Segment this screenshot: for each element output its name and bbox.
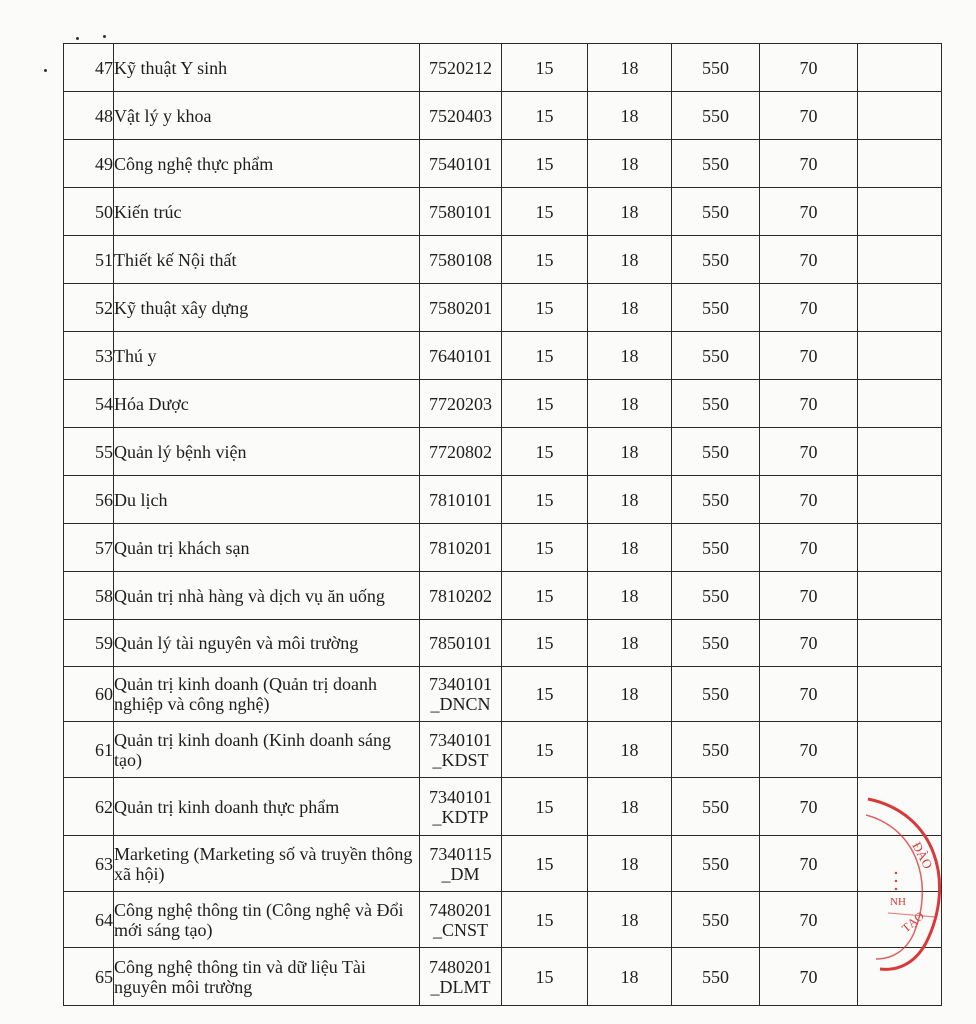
major-name: Quản trị khách sạn — [114, 524, 420, 572]
major-code: 7810101 — [420, 476, 502, 524]
score-col-3: 550 — [672, 140, 760, 188]
score-col-1: 15 — [502, 92, 588, 140]
score-col-1: 15 — [502, 188, 588, 236]
score-col-4: 70 — [760, 667, 858, 722]
score-col-4: 70 — [760, 188, 858, 236]
note-cell — [858, 44, 942, 92]
table-row — [64, 380, 942, 428]
note-cell — [858, 476, 942, 524]
score-col-1: 15 — [502, 778, 588, 836]
major-code: 7810201 — [420, 524, 502, 572]
score-col-1: 15 — [502, 428, 588, 476]
major-name: Quản lý tài nguyên và môi trường — [114, 620, 420, 667]
major-name: Quản trị nhà hàng và dịch vụ ăn uống — [114, 572, 420, 620]
row-number: 49 — [64, 140, 114, 188]
score-col-3: 550 — [672, 722, 760, 778]
score-col-4: 70 — [760, 476, 858, 524]
score-col-1: 15 — [502, 948, 588, 1006]
score-col-3: 550 — [672, 428, 760, 476]
scan-speck — [76, 37, 79, 40]
score-col-4: 70 — [760, 524, 858, 572]
score-col-2: 18 — [588, 524, 672, 572]
score-col-4: 70 — [760, 236, 858, 284]
row-number: 53 — [64, 332, 114, 380]
stamp-inner-ring — [866, 815, 922, 959]
note-cell — [858, 380, 942, 428]
major-code: 7340115 _DM — [420, 836, 502, 892]
row-number: 50 — [64, 188, 114, 236]
score-col-1: 15 — [502, 667, 588, 722]
score-col-3: 550 — [672, 188, 760, 236]
major-code: 7720203 — [420, 380, 502, 428]
table-row — [64, 722, 942, 778]
score-col-2: 18 — [588, 140, 672, 188]
major-name: Du lịch — [114, 476, 420, 524]
score-col-4: 70 — [760, 332, 858, 380]
major-code: 7480201 _DLMT — [420, 948, 502, 1006]
major-code: 7480201 _CNST — [420, 892, 502, 948]
note-cell — [858, 572, 942, 620]
major-name: Kiến trúc — [114, 188, 420, 236]
row-number: 47 — [64, 44, 114, 92]
table-row — [64, 188, 942, 236]
score-col-4: 70 — [760, 572, 858, 620]
major-name: Quản trị kinh doanh (Quản trị doanh nghiệp và công nghệ) — [114, 667, 420, 722]
note-cell — [858, 92, 942, 140]
score-col-1: 15 — [502, 722, 588, 778]
score-col-3: 550 — [672, 524, 760, 572]
score-col-2: 18 — [588, 236, 672, 284]
major-code: 7580108 — [420, 236, 502, 284]
row-number: 65 — [64, 948, 114, 1006]
row-number: 57 — [64, 524, 114, 572]
score-col-1: 15 — [502, 380, 588, 428]
major-code: 7340101 _KDTP — [420, 778, 502, 836]
row-number: 51 — [64, 236, 114, 284]
note-cell — [858, 667, 942, 722]
score-col-3: 550 — [672, 44, 760, 92]
scan-speck — [44, 69, 47, 72]
score-col-2: 18 — [588, 92, 672, 140]
row-number: 61 — [64, 722, 114, 778]
note-cell — [858, 722, 942, 778]
table-row — [64, 836, 942, 892]
score-col-2: 18 — [588, 188, 672, 236]
row-number: 55 — [64, 428, 114, 476]
score-col-4: 70 — [760, 722, 858, 778]
score-col-3: 550 — [672, 236, 760, 284]
table-row — [64, 667, 942, 722]
table-row — [64, 284, 942, 332]
score-col-2: 18 — [588, 428, 672, 476]
row-number: 48 — [64, 92, 114, 140]
score-col-2: 18 — [588, 892, 672, 948]
major-code: 7520212 — [420, 44, 502, 92]
note-cell — [858, 620, 942, 667]
table-row — [64, 572, 942, 620]
score-col-1: 15 — [502, 236, 588, 284]
score-col-2: 18 — [588, 722, 672, 778]
stamp-text-fragment: ĐÀO — [909, 839, 936, 872]
row-number: 64 — [64, 892, 114, 948]
score-col-3: 550 — [672, 284, 760, 332]
score-col-3: 550 — [672, 572, 760, 620]
major-name: Kỹ thuật Y sinh — [114, 44, 420, 92]
major-code: 7850101 — [420, 620, 502, 667]
score-col-3: 550 — [672, 836, 760, 892]
score-col-4: 70 — [760, 948, 858, 1006]
admission-table — [63, 43, 942, 1006]
major-code: 7580101 — [420, 188, 502, 236]
score-col-2: 18 — [588, 476, 672, 524]
score-col-2: 18 — [588, 284, 672, 332]
stamp-outer-ring — [868, 799, 940, 969]
note-cell — [858, 188, 942, 236]
score-col-2: 18 — [588, 667, 672, 722]
table-row — [64, 778, 942, 836]
row-number: 62 — [64, 778, 114, 836]
table-row — [64, 44, 942, 92]
major-name: Công nghệ thực phẩm — [114, 140, 420, 188]
note-cell — [858, 524, 942, 572]
score-col-3: 550 — [672, 380, 760, 428]
score-col-2: 18 — [588, 948, 672, 1006]
score-col-1: 15 — [502, 620, 588, 667]
table-row — [64, 524, 942, 572]
score-col-3: 550 — [672, 667, 760, 722]
score-col-4: 70 — [760, 836, 858, 892]
note-cell — [858, 428, 942, 476]
table-row — [64, 140, 942, 188]
major-code: 7640101 — [420, 332, 502, 380]
major-code: 7810202 — [420, 572, 502, 620]
score-col-4: 70 — [760, 428, 858, 476]
score-col-2: 18 — [588, 620, 672, 667]
score-col-2: 18 — [588, 572, 672, 620]
score-col-1: 15 — [502, 524, 588, 572]
score-col-4: 70 — [760, 140, 858, 188]
row-number: 56 — [64, 476, 114, 524]
score-col-3: 550 — [672, 476, 760, 524]
scan-speck — [103, 35, 106, 38]
major-name: Thú y — [114, 332, 420, 380]
score-col-2: 18 — [588, 380, 672, 428]
table-row — [64, 892, 942, 948]
note-cell — [858, 236, 942, 284]
score-col-1: 15 — [502, 284, 588, 332]
major-name: Thiết kế Nội thất — [114, 236, 420, 284]
score-col-4: 70 — [760, 892, 858, 948]
table-row — [64, 92, 942, 140]
score-col-2: 18 — [588, 836, 672, 892]
major-name: Quản lý bệnh viện — [114, 428, 420, 476]
major-name: Quản trị kinh doanh thực phẩm — [114, 778, 420, 836]
major-code: 7340101 _KDST — [420, 722, 502, 778]
score-col-1: 15 — [502, 892, 588, 948]
row-number: 59 — [64, 620, 114, 667]
score-col-3: 550 — [672, 332, 760, 380]
score-col-4: 70 — [760, 284, 858, 332]
score-col-3: 550 — [672, 948, 760, 1006]
major-code: 7720802 — [420, 428, 502, 476]
table-row — [64, 332, 942, 380]
major-name: Hóa Dược — [114, 380, 420, 428]
table-row — [64, 948, 942, 1006]
table-row — [64, 476, 942, 524]
table-body — [64, 44, 942, 1006]
row-number: 60 — [64, 667, 114, 722]
score-col-1: 15 — [502, 836, 588, 892]
score-col-3: 550 — [672, 92, 760, 140]
red-seal-stamp — [866, 793, 952, 973]
table-row — [64, 428, 942, 476]
major-code: 7340101 _DNCN — [420, 667, 502, 722]
stamp-text-fragment: NH — [890, 896, 906, 908]
major-name: Công nghệ thông tin (Công nghệ và Đổi mới sáng tạo) — [114, 892, 420, 948]
score-col-1: 15 — [502, 44, 588, 92]
note-cell — [858, 140, 942, 188]
score-col-2: 18 — [588, 778, 672, 836]
major-name: Vật lý y khoa — [114, 92, 420, 140]
note-cell — [858, 332, 942, 380]
table-row — [64, 236, 942, 284]
score-col-4: 70 — [760, 44, 858, 92]
score-col-3: 550 — [672, 778, 760, 836]
major-code: 7580201 — [420, 284, 502, 332]
score-col-1: 15 — [502, 140, 588, 188]
major-code: 7520403 — [420, 92, 502, 140]
major-code: 7540101 — [420, 140, 502, 188]
note-cell — [858, 284, 942, 332]
score-col-3: 550 — [672, 892, 760, 948]
score-col-2: 18 — [588, 332, 672, 380]
score-col-4: 70 — [760, 92, 858, 140]
score-col-4: 70 — [760, 380, 858, 428]
stamp-text-fragment: TẠO — [898, 908, 927, 936]
major-name: Công nghệ thông tin và dữ liệu Tài nguyên môi trường — [114, 948, 420, 1006]
major-name: Kỹ thuật xây dựng — [114, 284, 420, 332]
score-col-4: 70 — [760, 778, 858, 836]
row-number: 52 — [64, 284, 114, 332]
row-number: 54 — [64, 380, 114, 428]
row-number: 58 — [64, 572, 114, 620]
score-col-4: 70 — [760, 620, 858, 667]
row-number: 63 — [64, 836, 114, 892]
score-col-1: 15 — [502, 476, 588, 524]
score-col-1: 15 — [502, 572, 588, 620]
score-col-2: 18 — [588, 44, 672, 92]
table-row — [64, 620, 942, 667]
score-col-1: 15 — [502, 332, 588, 380]
major-name: Quản trị kinh doanh (Kinh doanh sáng tạo) — [114, 722, 420, 778]
score-col-3: 550 — [672, 620, 760, 667]
major-name: Marketing (Marketing số và truyền thông xã hội) — [114, 836, 420, 892]
